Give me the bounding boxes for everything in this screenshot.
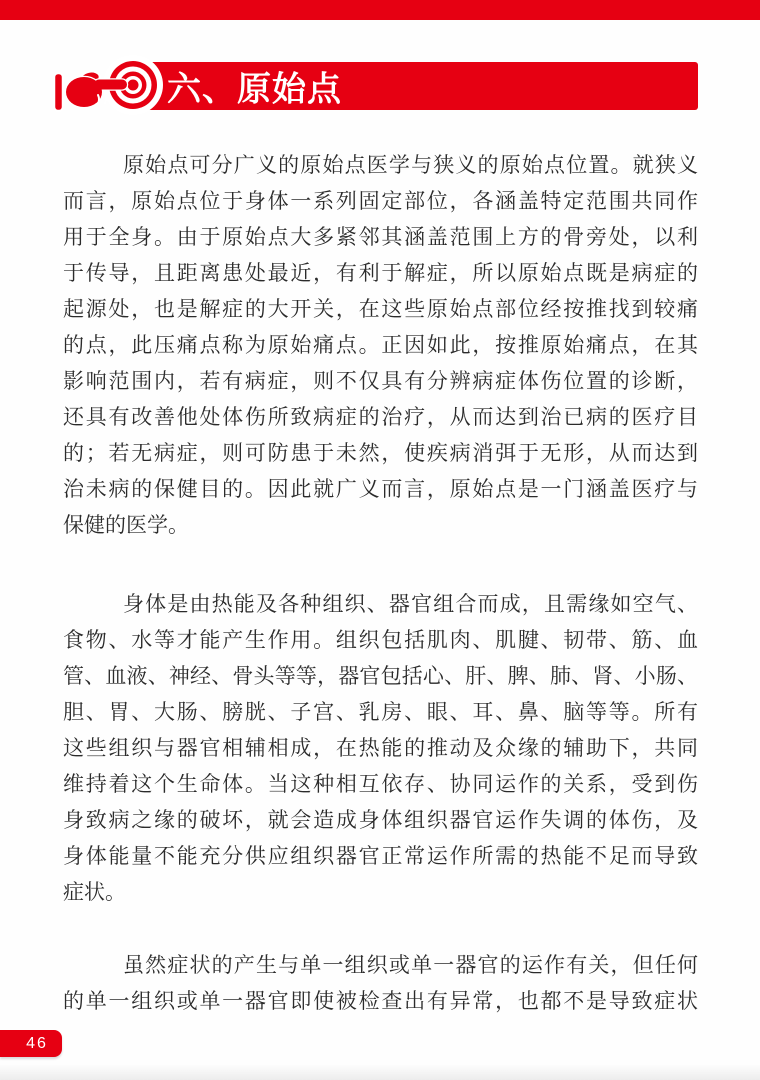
- text-line: 于传导，且距离患处最近，有利于解症，所以原始点既是病症的: [63, 262, 698, 285]
- knuckle-line: [105, 95, 106, 103]
- finger-press-target-icon: [48, 48, 173, 122]
- text-line: 保健的医学。: [63, 514, 189, 537]
- text-line: 身致病之缘的破坏，就会造成身体组织器官运作失调的体伤，及: [63, 809, 698, 832]
- text-line: 的；若无病症，则可防患于未然，使疾病消弭于无形，从而达到: [63, 442, 698, 465]
- text-line: 用于全身。由于原始点大多紧邻其涵盖范围上方的骨旁处，以利: [63, 226, 698, 249]
- text-line: 胆、胃、大肠、膀胱、子宫、乳房、眼、耳、鼻、脑等等。所有: [63, 701, 698, 724]
- hand-cuff: [54, 73, 63, 111]
- text-line: 维持着这个生命体。当这种相互依存、协同运作的关系，受到伤: [63, 773, 698, 796]
- text-line: 而言，原始点位于身体一系列固定部位，各涵盖特定范围共同作: [63, 190, 698, 213]
- text-line: 影响范围内，若有病症，则不仅具有分辨病症体伤位置的诊断，: [63, 370, 698, 393]
- text-line: 的单一组织或单一器官即使被检查出有异常，也都不是导致症状: [63, 990, 698, 1013]
- text-line: 的点，此压痛点称为原始痛点。正因如此，按推原始痛点，在其: [63, 334, 698, 357]
- paragraph-3: [63, 948, 698, 1020]
- text-line: 治未病的保健目的。因此就广义而言，原始点是一门涵盖医疗与: [63, 478, 698, 501]
- text-line: 起源处，也是解症的大开关，在这些原始点部位经按推找到较痛: [63, 298, 698, 321]
- section-title: 六、原始点: [167, 70, 342, 109]
- text-line: 虽然症状的产生与单一组织或单一器官的运作有关，但任何: [123, 954, 698, 977]
- body-text: [63, 148, 698, 1020]
- paragraph-1: [63, 148, 698, 544]
- text-line: 管、血液、神经、骨头等等，器官包括心、肝、脾、肺、肾、小肠、: [63, 665, 698, 688]
- page-bottom-shadow: [0, 1064, 760, 1080]
- text-line: 身体能量不能充分供应组织器官正常运作所需的热能不足而导致: [63, 845, 698, 868]
- section-header-bar: [112, 62, 698, 110]
- text-line: 原始点可分广义的原始点医学与狭义的原始点位置。就狭义: [123, 154, 698, 177]
- top-red-bar: [0, 0, 760, 20]
- paragraph-2: [63, 587, 698, 911]
- page-number-badge: [0, 1030, 62, 1057]
- text-line: 这些组织与器官相辅相成，在热能的推动及众缘的辅助下，共同: [63, 737, 698, 760]
- knuckle-line: [98, 95, 99, 104]
- text-line: 还具有改善他处体伤所致病症的治疗，从而达到治已病的医疗目: [63, 406, 698, 429]
- text-line: 食物、水等才能产生作用。组织包括肌肉、肌腱、韧带、筋、血: [63, 629, 698, 652]
- text-line: 症状。: [63, 881, 126, 904]
- page-number: 46: [26, 1035, 48, 1052]
- text-line: 身体是由热能及各种组织、器官组合而成，且需缘如空气、: [123, 593, 698, 616]
